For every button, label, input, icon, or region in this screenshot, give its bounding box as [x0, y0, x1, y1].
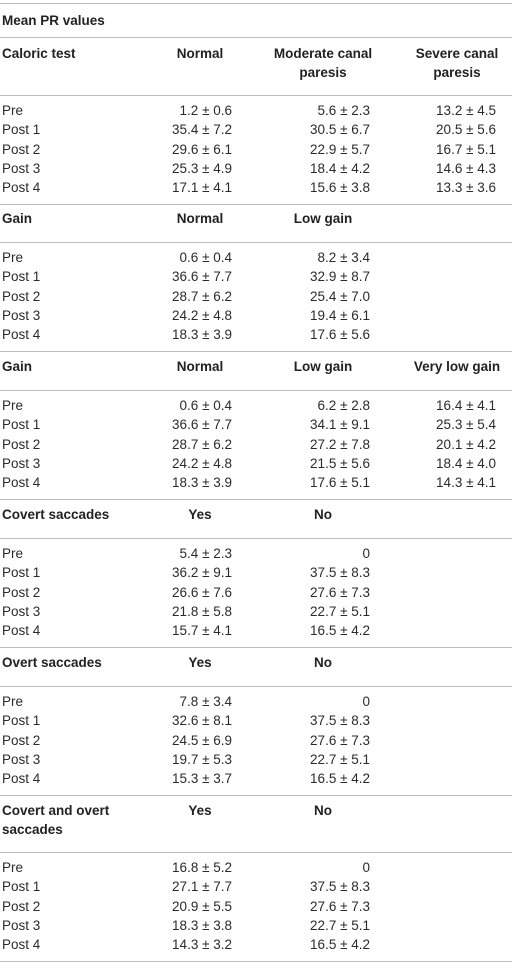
table-cell: 34.1 ± 9.1 [310, 417, 370, 432]
table-cell: 6.2 ± 2.8 [317, 398, 370, 413]
table-cell: 37.5 ± 8.3 [310, 713, 370, 728]
table-cell: 16.4 ± 4.1 [436, 398, 496, 413]
table-cell: 32.6 ± 8.1 [172, 713, 232, 728]
section-header-rule [0, 390, 512, 391]
section-header-rule [0, 686, 512, 687]
table-cell: 14.3 ± 3.2 [172, 937, 232, 952]
row-label: Post 1 [2, 269, 41, 284]
column-header: Very low gain [413, 359, 501, 374]
section-header-rule [0, 538, 512, 539]
row-label: Post 3 [2, 161, 41, 176]
table-cell: 37.5 ± 8.3 [310, 565, 370, 580]
column-header: Low gain [293, 211, 353, 226]
table-cell: 17.6 ± 5.6 [310, 327, 370, 342]
column-header: Normal [176, 46, 224, 61]
row-label: Pre [2, 398, 24, 413]
row-label: Post 4 [2, 180, 41, 195]
row-label: Post 3 [2, 456, 41, 471]
table-cell: 18.3 ± 3.9 [172, 327, 232, 342]
table-cell: 27.6 ± 7.3 [310, 733, 370, 748]
row-label: Pre [2, 103, 24, 118]
table-cell: 7.8 ± 3.4 [179, 694, 232, 709]
table-cell: 24.5 ± 6.9 [172, 733, 232, 748]
table-cell: 18.4 ± 4.0 [436, 456, 496, 471]
table-cell: 29.6 ± 6.1 [172, 142, 232, 157]
table-cell: 16.7 ± 5.1 [436, 142, 496, 157]
table-cell: 0.6 ± 0.4 [179, 398, 232, 413]
table-cell: 20.5 ± 5.6 [436, 122, 496, 137]
table-cell: 22.7 ± 5.1 [310, 604, 370, 619]
column-header: No [314, 655, 332, 670]
table-cell: 14.6 ± 4.3 [436, 161, 496, 176]
row-label: Post 1 [2, 713, 41, 728]
section-bottom-rule [0, 795, 512, 796]
table-cell: 0 [362, 546, 370, 561]
table-cell: 36.6 ± 7.7 [172, 417, 232, 432]
table-cell: 16.5 ± 4.2 [310, 937, 370, 952]
row-label: Post 4 [2, 623, 41, 638]
column-header: Severe canal paresis [415, 46, 499, 80]
table-cell: 15.3 ± 3.7 [172, 771, 232, 786]
table-cell: 0 [362, 860, 370, 875]
table-title: Mean PR values [2, 13, 105, 28]
column-header: Low gain [293, 359, 353, 374]
table-cell: 22.7 ± 5.1 [310, 918, 370, 933]
row-label: Post 2 [2, 585, 41, 600]
table-cell: 20.9 ± 5.5 [172, 899, 232, 914]
table-cell: 14.3 ± 4.1 [436, 475, 496, 490]
table-cell: 13.2 ± 4.5 [436, 103, 496, 118]
row-label: Post 3 [2, 752, 41, 767]
row-label: Post 2 [2, 289, 41, 304]
section-header-label: Covert and overt saccades [2, 803, 110, 837]
section-header-rule [0, 242, 512, 243]
table-cell: 27.1 ± 7.7 [172, 879, 232, 894]
table-cell: 37.5 ± 8.3 [310, 879, 370, 894]
table-cell: 24.2 ± 4.8 [172, 456, 232, 471]
table-cell: 15.6 ± 3.8 [310, 180, 370, 195]
table-cell: 32.9 ± 8.7 [310, 269, 370, 284]
section-bottom-rule [0, 647, 512, 648]
section-header-rule [0, 95, 512, 96]
table-cell: 26.6 ± 7.6 [172, 585, 232, 600]
table-cell: 15.7 ± 4.1 [172, 623, 232, 638]
row-label: Pre [2, 250, 24, 265]
row-label: Post 3 [2, 918, 41, 933]
row-label: Pre [2, 860, 24, 875]
table-cell: 13.3 ± 3.6 [436, 180, 496, 195]
table-cell: 22.7 ± 5.1 [310, 752, 370, 767]
row-label: Post 4 [2, 475, 41, 490]
column-header: Normal [176, 211, 224, 226]
row-label: Post 2 [2, 899, 41, 914]
row-label: Post 3 [2, 604, 41, 619]
table-cell: 27.6 ± 7.3 [310, 585, 370, 600]
row-label: Post 3 [2, 308, 41, 323]
table-cell: 5.4 ± 2.3 [179, 546, 232, 561]
table-cell: 5.6 ± 2.3 [317, 103, 370, 118]
column-header: Yes [188, 803, 212, 818]
table-cell: 22.9 ± 5.7 [310, 142, 370, 157]
table-cell: 25.3 ± 4.9 [172, 161, 232, 176]
table-cell: 25.4 ± 7.0 [310, 289, 370, 304]
table-cell: 16.5 ± 4.2 [310, 623, 370, 638]
row-label: Post 4 [2, 771, 41, 786]
table-cell: 1.2 ± 0.6 [179, 103, 232, 118]
row-label: Post 1 [2, 565, 41, 580]
table-cell: 20.1 ± 4.2 [436, 437, 496, 452]
section-header-label: Caloric test [2, 46, 76, 61]
row-label: Post 2 [2, 733, 41, 748]
column-header: Yes [188, 507, 212, 522]
section-header-label: Gain [2, 359, 33, 374]
table-cell: 17.1 ± 4.1 [172, 180, 232, 195]
row-label: Pre [2, 694, 24, 709]
table-cell: 18.4 ± 4.2 [310, 161, 370, 176]
column-header: Yes [188, 655, 212, 670]
row-label: Post 4 [2, 937, 41, 952]
row-label: Post 4 [2, 327, 41, 342]
table-cell: 17.6 ± 5.1 [310, 475, 370, 490]
section-bottom-rule [0, 204, 512, 205]
row-label: Post 1 [2, 122, 41, 137]
table-cell: 30.5 ± 6.7 [310, 122, 370, 137]
table-cell: 18.3 ± 3.9 [172, 475, 232, 490]
title-rule [0, 37, 512, 38]
table-cell: 25.3 ± 5.4 [436, 417, 496, 432]
column-header: Moderate canal paresis [273, 46, 373, 80]
section-header-label: Gain [2, 211, 33, 226]
column-header: No [314, 507, 332, 522]
table-cell: 21.5 ± 5.6 [310, 456, 370, 471]
table-cell: 16.5 ± 4.2 [310, 771, 370, 786]
section-bottom-rule [0, 499, 512, 500]
section-header-rule [0, 852, 512, 853]
table-top-rule [0, 3, 512, 4]
table-cell: 19.4 ± 6.1 [310, 308, 370, 323]
row-label: Post 2 [2, 437, 41, 452]
row-label: Post 1 [2, 417, 41, 432]
section-header-label: Overt saccades [2, 655, 102, 670]
column-header: Normal [176, 359, 224, 374]
table-cell: 19.7 ± 5.3 [172, 752, 232, 767]
column-header: No [314, 803, 332, 818]
table-cell: 0.6 ± 0.4 [179, 250, 232, 265]
table-cell: 28.7 ± 6.2 [172, 437, 232, 452]
section-bottom-rule [0, 351, 512, 352]
section-header-label: Covert saccades [2, 507, 110, 522]
table-cell: 0 [362, 694, 370, 709]
table-cell: 27.6 ± 7.3 [310, 899, 370, 914]
table-cell: 24.2 ± 4.8 [172, 308, 232, 323]
table-cell: 36.2 ± 9.1 [172, 565, 232, 580]
table-cell: 27.2 ± 7.8 [310, 437, 370, 452]
table-cell: 18.3 ± 3.8 [172, 918, 232, 933]
table-cell: 35.4 ± 7.2 [172, 122, 232, 137]
table-cell: 21.8 ± 5.8 [172, 604, 232, 619]
table-cell: 8.2 ± 3.4 [317, 250, 370, 265]
table-cell: 16.8 ± 5.2 [172, 860, 232, 875]
row-label: Pre [2, 546, 24, 561]
table-cell: 36.6 ± 7.7 [172, 269, 232, 284]
row-label: Post 1 [2, 879, 41, 894]
table-cell: 28.7 ± 6.2 [172, 289, 232, 304]
row-label: Post 2 [2, 142, 41, 157]
